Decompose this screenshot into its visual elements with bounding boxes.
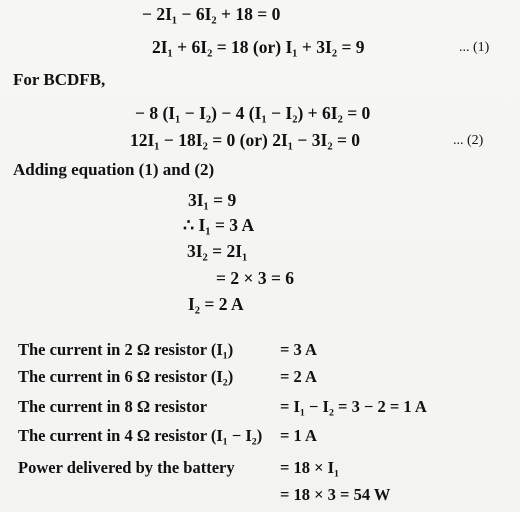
result-value-3: = I₁ − I₂ = 3 − 2 = 1 A (280, 397, 427, 416)
step-I1-result: ∴ I₁ = 3 A (183, 215, 255, 235)
equation-line: − 2I₁ − 6I₂ + 18 = 0 (142, 4, 281, 24)
step-I2-result: I₂ = 2 A (188, 294, 244, 314)
equation-number-2: ... (2) (453, 133, 484, 148)
loop-equation: − 8 (I₁ − I₂) − 4 (I₁ − I₂) + 6I₂ = 0 (135, 103, 371, 123)
equation-2: 12I₁ − 18I₂ = 0 (or) 2I₁ − 3I₂ = 0 (130, 130, 361, 150)
result-value-2: = 2 A (280, 367, 317, 386)
result-label-3: The current in 8 Ω resistor (18, 397, 208, 416)
result-label-2: The current in 6 Ω resistor (I₂) (18, 367, 234, 386)
result-value-1: = 3 A (280, 340, 317, 359)
step-3I2: 3I₂ = 2I₁ (187, 241, 248, 261)
equation-1: 2I₁ + 6I₂ = 18 (or) I₁ + 3I₂ = 9 (152, 37, 365, 57)
result-value-5: = 18 × I₁ (280, 458, 340, 477)
step-compute: = 2 × 3 = 6 (216, 268, 295, 288)
loop-heading (13, 70, 105, 90)
power-final: = 18 × 3 = 54 W (280, 485, 391, 504)
result-label-4: The current in 4 Ω resistor (I₁ − I₂) (18, 426, 263, 445)
result-value-4: = 1 A (280, 426, 317, 445)
result-label-1: The current in 2 Ω resistor (I₁) (18, 340, 234, 359)
adding-intro: Adding equation (1) and (2) (13, 160, 215, 179)
step-3I1: 3I₁ = 9 (188, 190, 237, 210)
result-label-5: Power delivered by the battery (18, 458, 235, 477)
loop-heading-text: For BCDFB, (13, 70, 106, 89)
equation-number-1: ... (1) (459, 40, 490, 55)
